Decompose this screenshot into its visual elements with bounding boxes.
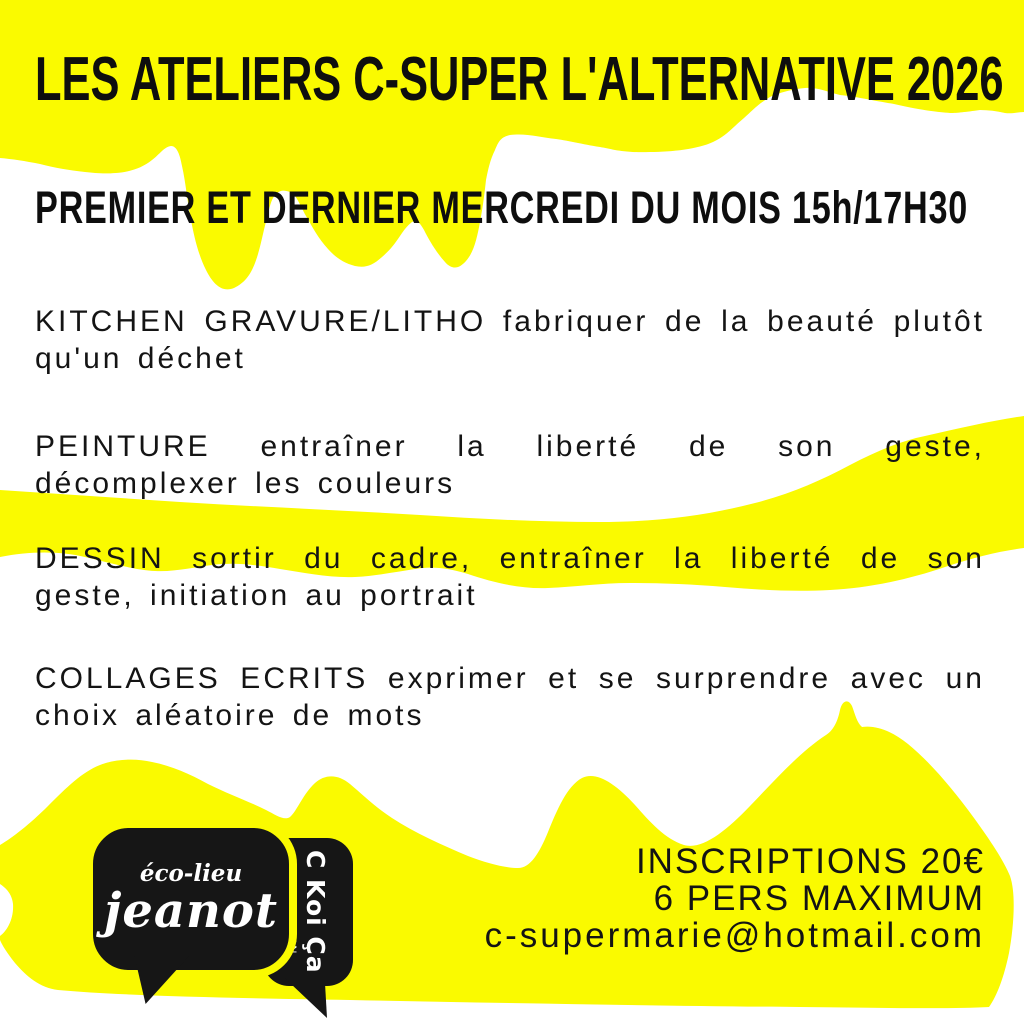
workshop-kitchen-gravure-litho <box>35 303 985 377</box>
workshop-description: sortir du cadre, entraîner la liberté de son geste, initiation au portrait <box>35 542 985 612</box>
jeanot-ckoica-logo <box>85 818 355 1008</box>
yellow-blob-top <box>0 0 1024 289</box>
workshop-dessin <box>35 540 985 614</box>
workshop-name: DESSIN <box>35 542 165 575</box>
speech-bubble-tail-left <box>127 956 189 1004</box>
poster-title: LES ATELIERS C-SUPER L'ALTERNATIVE 2026 <box>35 45 1004 114</box>
speech-bubble-jeanot <box>85 820 297 978</box>
eco-lieu-text: éco-lieu <box>139 860 243 887</box>
registration-capacity: 6 PERS MAXIMUM <box>653 879 985 918</box>
workshop-peinture <box>35 428 985 502</box>
schedule-line: PREMIER ET DERNIER MERCREDI DU MOIS 15h/17H30 <box>35 182 969 233</box>
workshop-collages-ecrits <box>35 660 985 734</box>
registration-price: INSCRIPTIONS 20€ <box>635 842 985 881</box>
workshop-description: entraîner la liberté de son geste, décomplexer les couleurs <box>35 430 985 500</box>
workshop-name: KITCHEN GRAVURE/LITHO <box>35 305 487 338</box>
workshop-description: fabriquer de la beauté plutôt qu'un déchet <box>35 305 986 375</box>
association-name: C Koi Ça <box>301 850 330 974</box>
workshop-name: COLLAGES ECRITS <box>35 662 369 695</box>
workshop-name: PEINTURE <box>35 430 211 463</box>
contact-email: c-supermarie@hotmail.com <box>484 916 985 955</box>
registration-info <box>485 843 985 954</box>
workshop-description: exprimer et se surprendre avec un choix aléatoire de mots <box>35 662 985 732</box>
jeanot-text: jeanot <box>103 883 279 939</box>
